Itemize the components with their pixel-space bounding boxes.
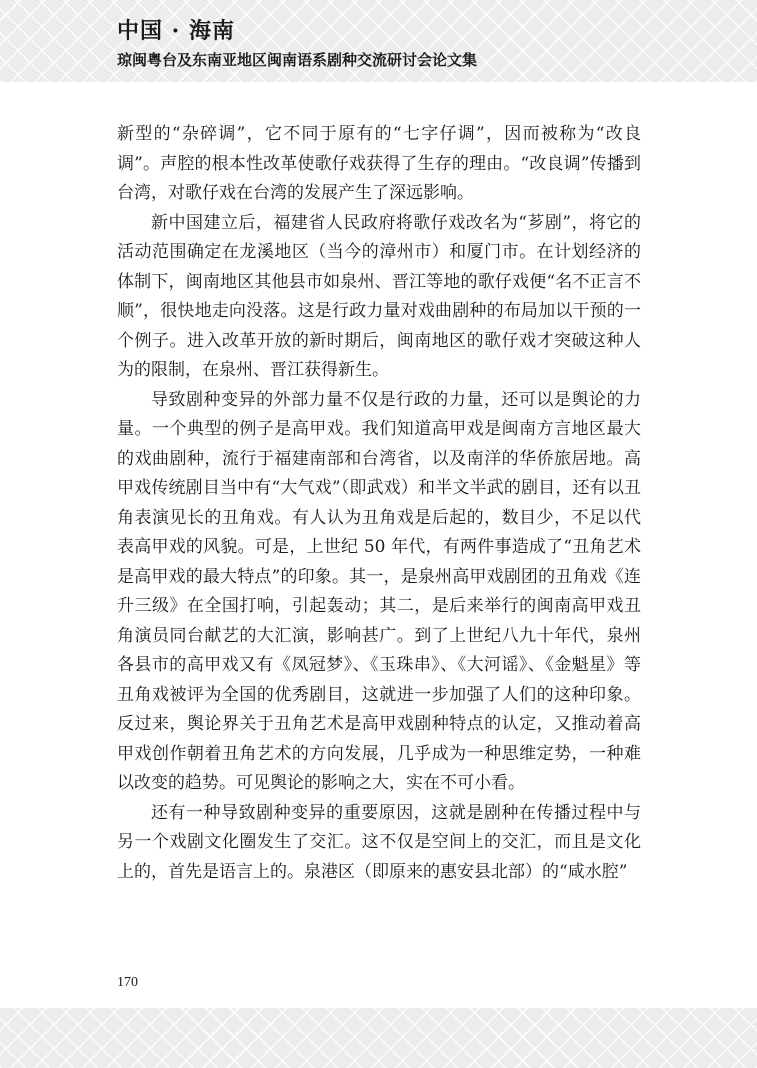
footer-band bbox=[0, 1008, 757, 1068]
paragraph-2: 新中国建立后，福建省人民政府将歌仔戏改名为“芗剧”，将它的活动范围确定在龙溪地区（当今的漳州市）和厦门市。在计划经济的体制下，闽南地区其他县市如泉州、晋江等地的歌仔戏便“名不正言不顺”，很快地走向没落。这是行政力量对戏曲剧种的布局加以干预的一个例子。进入改革开放的新时期后，闽南地区的歌仔戏才突破这种人为的限制，在泉州、晋江获得新生。 bbox=[117, 212, 641, 380]
paragraph-4: 还有一种导致剧种变异的重要原因，这就是剧种在传播过程中与另一个戏剧文化圈发生了交汇。这不仅是空间上的交汇，而且是文化上的，首先是语言上的。泉港区（即原来的惠安县北部）的“咸水腔” bbox=[117, 802, 641, 882]
paragraph-3: 导致剧种变异的外部力量不仅是行政的力量，还可以是舆论的力量。一个典型的例子是高甲戏。我们知道高甲戏是闽南方言地区最大的戏曲剧种，流行于福建南部和台湾省，以及南洋的华侨旅居地。高甲戏传统剧目当中有“大气戏”（即武戏）和半文半武的剧目，还有以丑角表演见长的丑角戏。有人认为丑角戏是后起的，数目少，不足以代表高甲戏的风貌。可是，上世纪 50 年代，有两件事造成了“丑角艺术是高甲戏的最大特点”的印象。其一，是泉州高甲戏剧团的丑角戏《连升三级》在全国打响，引起轰动；其二，是后来举行的闽南高甲戏丑角演员同台献艺的大汇演，影响甚广。到了上世纪八九十年代，泉州各县市的高甲戏又有《凤冠梦》、《玉珠串》、《大河谣》、《金魁星》等丑角戏被评为全国的优秀剧目，这就进一步加强了人们的这种印象。反过来，舆论界关于丑角艺术是高甲戏剧种特点的认定，又推动着高甲戏创作朝着丑角艺术的方向发展，几乎成为一种思维定势，一种难以改变的趋势。可见舆论的影响之大，实在不可小看。 bbox=[117, 389, 641, 793]
book-title: 中国 · 海南 bbox=[117, 18, 235, 44]
article-body bbox=[117, 120, 641, 887]
book-subtitle: 琼闽粤台及东南亚地区闽南语系剧种交流研讨会论文集 bbox=[117, 51, 478, 69]
page-number: 170 bbox=[117, 975, 138, 990]
paragraph-1: 新型的“杂碎调”，它不同于原有的“七字仔调”，因而被称为“改良调”。声腔的根本性改革使歌仔戏获得了生存的理由。“改良调”传播到台湾，对歌仔戏在台湾的发展产生了深远影响。 bbox=[117, 124, 641, 203]
